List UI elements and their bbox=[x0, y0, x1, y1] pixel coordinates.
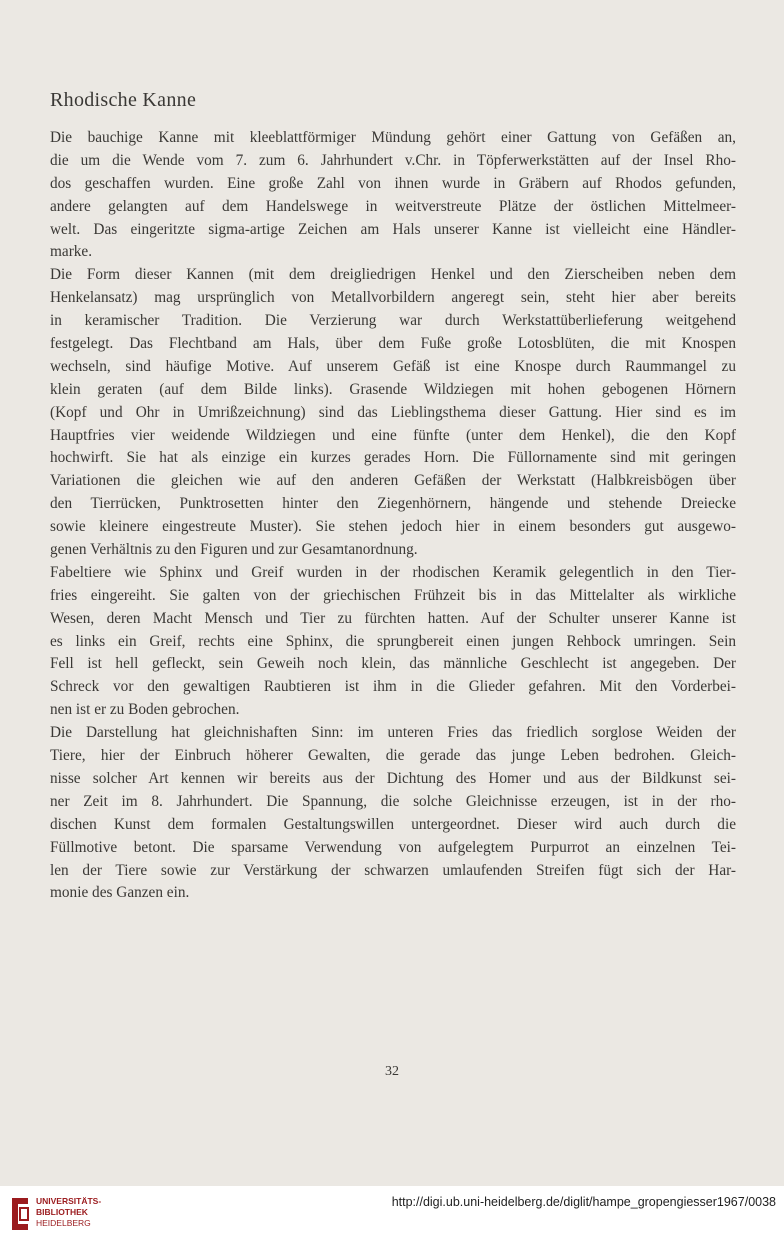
text-line: marke. bbox=[50, 243, 93, 261]
library-name-line-1: UNIVERSITÄTS- bbox=[36, 1196, 102, 1206]
page-number: 32 bbox=[385, 1064, 399, 1079]
text-line: es links ein Greif, rechts eine Sphinx, die sprungbereit einen jungen Rehbock umringen. Sein bbox=[50, 632, 736, 650]
text-line: festgelegt. Das Flechtband am Hals, über dem Fuße große Lotosblüten, die mit Knospen bbox=[50, 335, 736, 353]
text-line: wechseln, sind häufige Motive. Auf unserem Gefäß ist eine Knospe durch Raummangel zu bbox=[50, 357, 736, 375]
text-line: Henkelansatz) mag ursprünglich von Metallvorbildern angeregt sein, steht hier aber bereits bbox=[50, 289, 736, 307]
text-line: andere gelangten auf dem Handelswege in weitverstreute Plätze der östlichen Mittelmeer- bbox=[50, 197, 736, 215]
text-line: Schreck vor den gewaltigen Raubtieren ist ihm in die Glieder gefahren. Mit den Vorderbei- bbox=[50, 678, 736, 696]
text-line: klein geraten (auf dem Bilde links). Grasende Wildziegen mit hohen gebogenen Hörnern bbox=[50, 380, 736, 398]
text-line: sowie kleinere eingestreute Muster). Sie stehen jedoch hier in einem besonders gut ausgewo- bbox=[50, 518, 736, 536]
text-line: dos geschaffen wurden. Eine große Zahl von ihnen wurde in Gräbern auf Rhodos gefunden, bbox=[50, 174, 736, 192]
text-line: Tiere, hier der Einbruch höherer Gewalten, die gerade das junge Leben bedrohen. Gleich- bbox=[50, 747, 736, 765]
text-line: hochwirft. Sie hat als einzige ein kurzes gerades Horn. Die Füllornamente sind mit geringen bbox=[50, 449, 736, 467]
library-name-line-3: HEIDELBERG bbox=[36, 1218, 91, 1228]
text-line: len der Tiere sowie zur Verstärkung der schwarzen umlaufenden Streifen fügt sich der Har- bbox=[50, 861, 736, 879]
footer-bar bbox=[0, 1186, 784, 1241]
source-url-link[interactable]: http://digi.ub.uni-heidelberg.de/diglit/hampe_gropengiesser1967/0038 bbox=[391, 1195, 776, 1209]
text-line: den Tierrücken, Punktrosetten hinter den Ziegenhörnern, hängende und stehende Dreiecke bbox=[50, 495, 736, 513]
text-line: Fabeltiere wie Sphinx und Greif wurden in der rhodischen Keramik gelegentlich in den Tier- bbox=[50, 563, 736, 581]
text-line: die um die Wende vom 7. zum 6. Jahrhundert v.Chr. in Töpferwerkstätten auf der Insel Rho- bbox=[50, 151, 736, 169]
text-line: Füllmotive betont. Die sparsame Verwendung von aufgelegtem Purpurrot an einzelnen Tei- bbox=[50, 838, 736, 856]
library-name-line-2: BIBLIOTHEK bbox=[36, 1207, 88, 1217]
text-line: Wesen, deren Macht Mensch und Tier zu fürchten hatten. Auf der Schulter unserer Kanne ist bbox=[50, 609, 736, 627]
text-line: nisse solcher Art kennen wir bereits aus der Dichtung des Homer und aus der Bildkunst sei- bbox=[50, 769, 736, 787]
text-line: genen Verhältnis zu den Figuren und zur Gesamtanordnung. bbox=[50, 541, 418, 559]
text-line: Die Form dieser Kannen (mit dem dreigliedrigen Henkel und den Zierscheiben neben dem bbox=[50, 266, 736, 284]
text-line: Hauptfries vier weidende Wildziegen und eine fünfte (unter dem Henkel), die den Kopf bbox=[50, 426, 736, 444]
text-line: nen ist er zu Boden gebrochen. bbox=[50, 701, 240, 719]
body-text bbox=[50, 127, 736, 905]
text-line: Variationen die gleichen wie auf den anderen Gefäßen der Werkstatt (Halbkreisbögen über bbox=[50, 472, 736, 490]
text-line: dischen Kunst dem formalen Gestaltungswillen untergeordnet. Dieser wird auch durch die bbox=[50, 815, 736, 833]
text-line: (Kopf und Ohr in Umrißzeichnung) sind das Lieblingsthema dieser Gattung. Hier sind es im bbox=[50, 403, 736, 421]
text-line: monie des Ganzen ein. bbox=[50, 884, 190, 902]
text-line: ner Zeit im 8. Jahrhundert. Die Spannung, die solche Gleichnisse erzeugen, ist in der rho- bbox=[50, 792, 736, 810]
text-line: Fell ist hell gefleckt, sein Geweih noch klein, das männliche Geschlecht ist angegeben. Der bbox=[50, 655, 736, 673]
text-line: welt. Das eingeritzte sigma-artige Zeichen am Hals unserer Kanne ist vielleicht eine Händler- bbox=[50, 220, 736, 238]
text-line: in keramischer Tradition. Die Verzierung war durch Werkstattüberlieferung weitgehend bbox=[50, 312, 736, 330]
library-name bbox=[36, 1196, 101, 1229]
page-title: Rhodische Kanne bbox=[50, 89, 197, 111]
text-line: fries eingereiht. Sie galten von der griechischen Frühzeit bis in das Mittelalter als wirkliche bbox=[50, 586, 736, 604]
text-line: Die bauchige Kanne mit kleeblattförmiger Mündung gehört einer Gattung von Gefäßen an, bbox=[50, 129, 736, 146]
text-line: Die Darstellung hat gleichnishaften Sinn: im unteren Fries das friedlich sorglose Weiden der bbox=[50, 724, 736, 742]
library-logo-icon bbox=[8, 1194, 32, 1234]
